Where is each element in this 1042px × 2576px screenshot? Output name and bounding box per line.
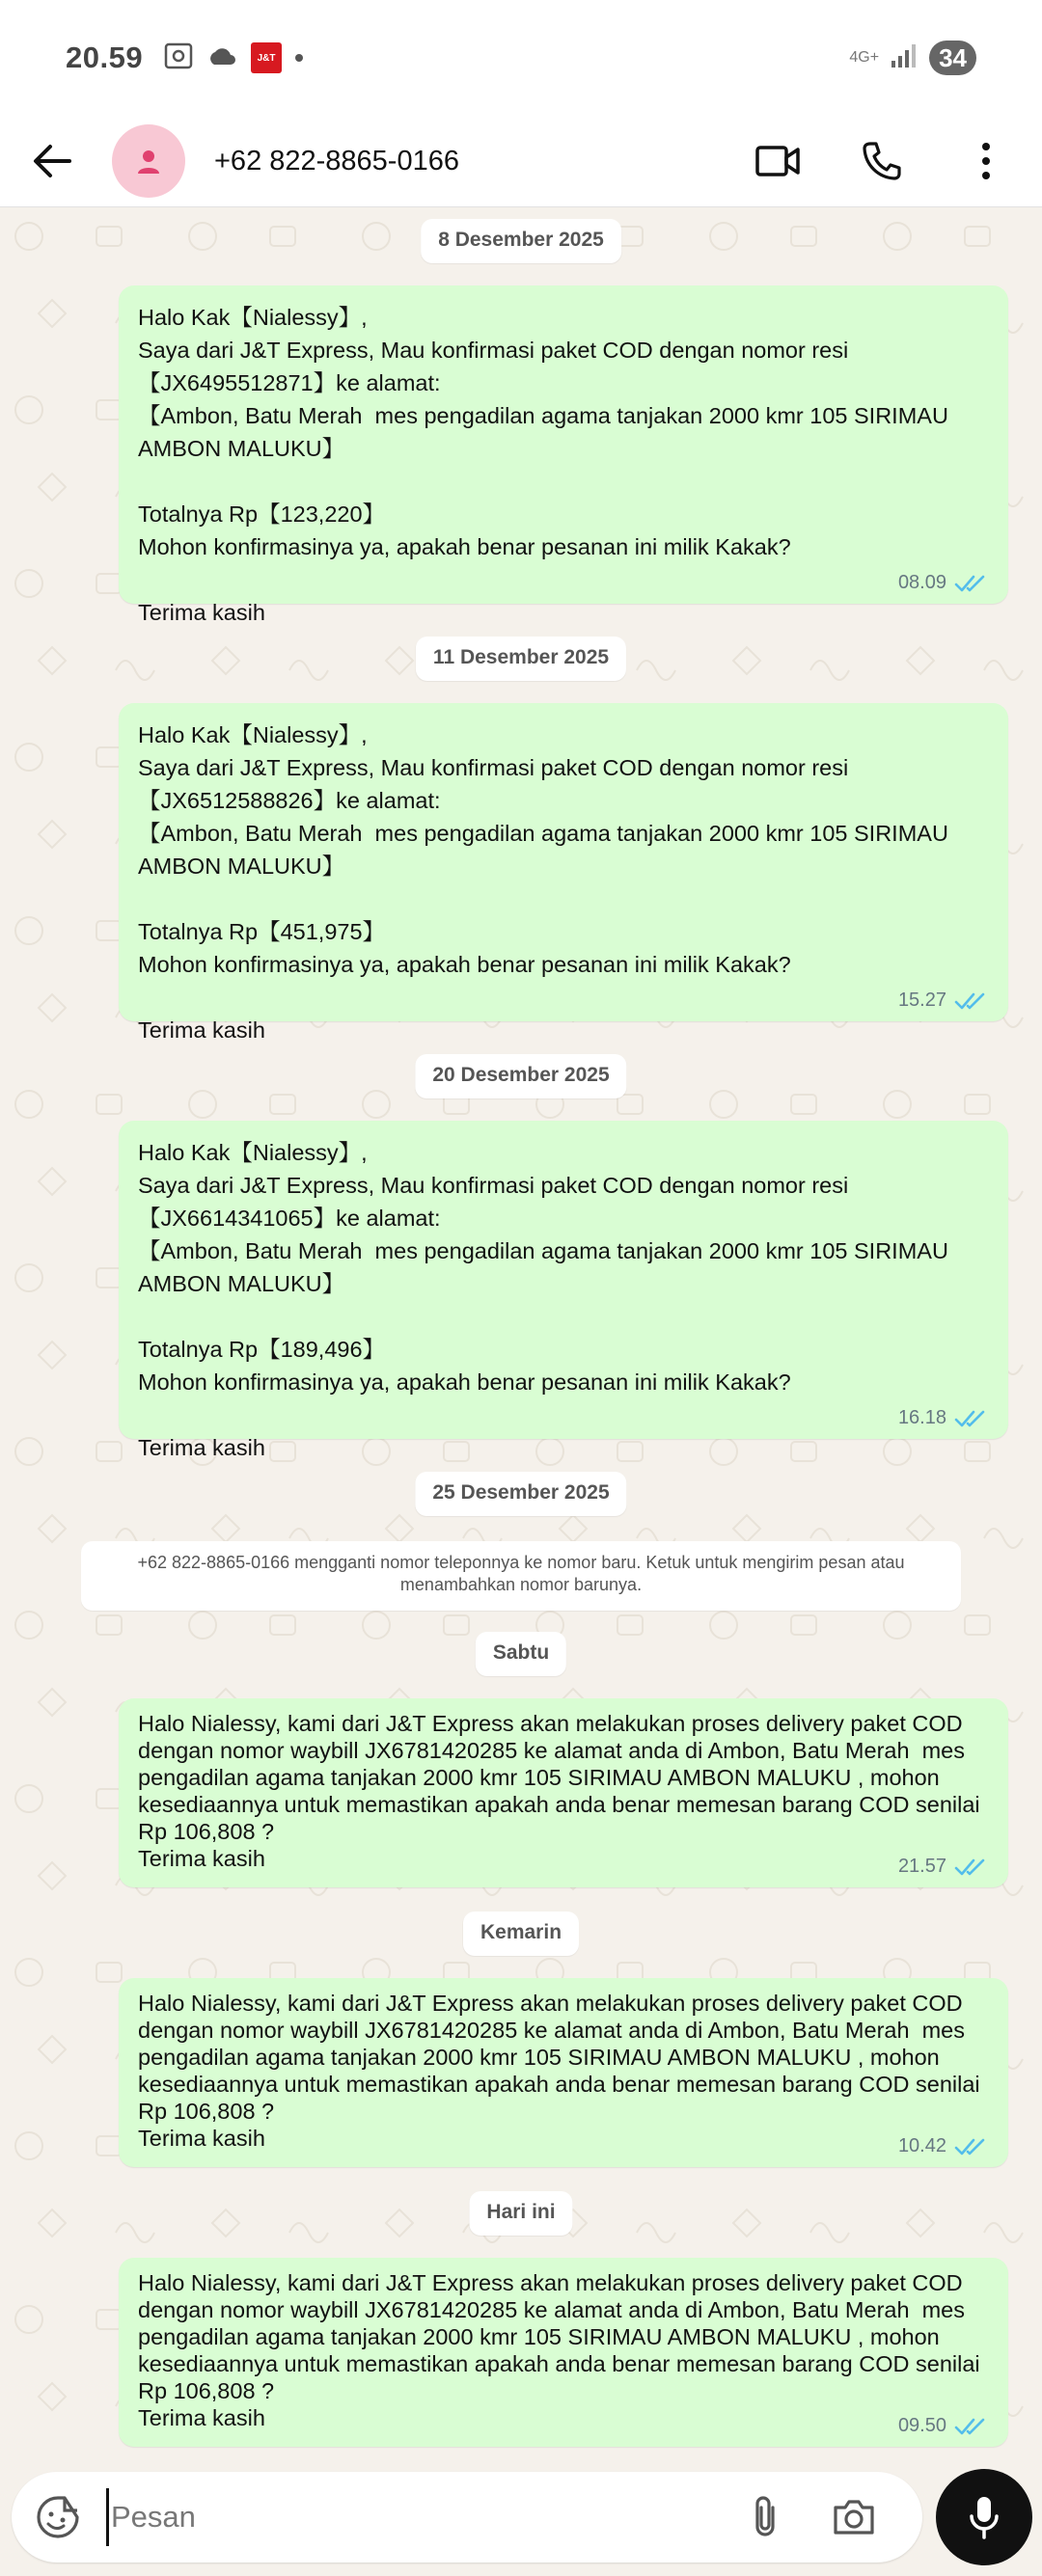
message-composer — [12, 2472, 922, 2562]
message-bubble[interactable] — [119, 703, 1008, 1043]
double-check-read-icon — [954, 1408, 989, 1429]
phone-icon — [862, 141, 902, 181]
double-check-read-icon — [954, 990, 989, 1012]
message-time: 16.18 — [897, 1407, 946, 1428]
message-meta — [898, 572, 989, 594]
message-text: Halo Nialessy, kami dari J&T Express akan melakukan proses delivery paket COD dengan nomor waybill JX6781420285 ke alamat anda di Ambon, Batu Merah mes pengadilan agama tanjakan 2000 kmr 105 SIRIMAU AMBON MALUKU , mohon kesediaannya untuk memastikan apakah anda benar memesan barang COD senilai Rp 106,808 ? Terima kasih — [138, 1991, 980, 2151]
message-meta — [898, 2415, 989, 2437]
video-camera-icon — [755, 145, 800, 177]
status-icons-right — [849, 41, 976, 75]
person-icon — [135, 148, 162, 175]
date-divider: Hari ini — [469, 2191, 572, 2236]
microphone-icon — [968, 2495, 1001, 2539]
status-time: 20.59 — [66, 41, 144, 74]
chat-header — [0, 116, 1042, 207]
voice-message-button[interactable] — [936, 2469, 1032, 2565]
message-text: Halo Kak【Nialessy】, Saya dari J&T Express, Mau konfirmasi paket COD dengan nomor resi【JX6495512871】ke alamat: 【Ambon, Batu Merah mes pengadilan agama tanjakan 2000 kmr 105 SIRIMAU AMBON MALUKU】 Totalnya Rp【123,220】 Mohon konfirmasinya ya, apakah benar pesanan ini milik Kakak? Terima kasih — [138, 305, 948, 625]
paperclip-icon — [752, 2494, 779, 2540]
message-input[interactable] — [106, 2488, 724, 2546]
camera-button[interactable] — [828, 2491, 880, 2543]
double-check-read-icon — [954, 573, 989, 594]
message-meta — [898, 990, 989, 1012]
message-time: 21.57 — [897, 1856, 946, 1877]
chat-messages[interactable] — [0, 207, 1042, 2464]
camera-icon — [832, 2498, 876, 2536]
network-type-label: 4G+ — [849, 49, 880, 66]
date-divider: Sabtu — [476, 1632, 566, 1676]
date-divider: 11 Desember 2025 — [416, 637, 626, 681]
voice-call-button[interactable] — [857, 136, 907, 186]
date-divider: 25 Desember 2025 — [415, 1472, 626, 1516]
message-text: Halo Kak【Nialessy】, Saya dari J&T Express, Mau konfirmasi paket COD dengan nomor resi【JX6512588826】ke alamat: 【Ambon, Batu Merah mes pengadilan agama tanjakan 2000 kmr 105 SIRIMAU AMBON MALUKU】 Totalnya Rp【451,975】 Mohon konfirmasinya ya, apakah benar pesanan ini milik Kakak? Terima kasih — [138, 722, 948, 1043]
jt-express-app-icon: J&T — [251, 42, 282, 73]
signal-icon — [891, 43, 918, 73]
message-bubble[interactable] — [119, 1978, 1008, 2167]
message-bubble[interactable] — [119, 1698, 1008, 1887]
message-time: 08.09 — [897, 572, 946, 593]
message-time: 09.50 — [897, 2415, 946, 2436]
screenshot-icon — [164, 42, 193, 74]
avatar[interactable] — [112, 124, 185, 198]
status-icons-left — [164, 42, 303, 74]
message-bubble[interactable] — [119, 1121, 1008, 1460]
message-text: Halo Nialessy, kami dari J&T Express akan melakukan proses delivery paket COD dengan nomor waybill JX6781420285 ke alamat anda di Ambon, Batu Merah mes pengadilan agama tanjakan 2000 kmr 105 SIRIMAU AMBON MALUKU , mohon kesediaannya untuk memastikan apakah anda benar memesan barang COD senilai Rp 106,808 ? Terima kasih — [138, 1711, 980, 1871]
sticker-button[interactable] — [33, 2492, 83, 2542]
attach-button[interactable] — [741, 2493, 789, 2541]
date-divider: 20 Desember 2025 — [415, 1054, 626, 1098]
double-check-read-icon — [954, 1857, 989, 1878]
message-text: Halo Kak【Nialessy】, Saya dari J&T Express, Mau konfirmasi paket COD dengan nomor resi【JX6614341065】ke alamat: 【Ambon, Batu Merah mes pengadilan agama tanjakan 2000 kmr 105 SIRIMAU AMBON MALUKU】 Totalnya Rp【189,496】 Mohon konfirmasinya ya, apakah benar pesanan ini milik Kakak? Terima kasih — [138, 1140, 948, 1460]
sticker-icon — [36, 2495, 80, 2539]
date-divider: Kemarin — [463, 1912, 579, 1956]
battery-level: 34 — [929, 41, 976, 75]
video-call-button[interactable] — [753, 136, 803, 186]
number-change-notice[interactable]: +62 822-8865-0166 mengganti nomor teleponnya ke nomor baru. Ketuk untuk mengirim pesan atau menambahkan nomor barunya. — [81, 1541, 961, 1611]
contact-name[interactable]: +62 822-8865-0166 — [214, 145, 459, 176]
status-bar — [0, 0, 1042, 116]
cloud-icon — [206, 45, 237, 71]
message-bubble[interactable] — [119, 285, 1008, 625]
message-text: Halo Nialessy, kami dari J&T Express akan melakukan proses delivery paket COD dengan nomor waybill JX6781420285 ke alamat anda di Ambon, Batu Merah mes pengadilan agama tanjakan 2000 kmr 105 SIRIMAU AMBON MALUKU , mohon kesediaannya untuk memastikan apakah anda benar memesan barang COD senilai Rp 106,808 ? Terima kasih — [138, 2270, 980, 2430]
back-button[interactable] — [27, 136, 77, 186]
header-actions — [753, 136, 1011, 186]
message-meta — [898, 1856, 989, 1878]
message-time: 10.42 — [897, 2135, 946, 2156]
notification-dot-icon — [295, 54, 303, 62]
double-check-read-icon — [954, 2136, 989, 2157]
date-divider: 8 Desember 2025 — [421, 219, 621, 263]
message-meta — [898, 2135, 989, 2157]
message-time: 15.27 — [897, 990, 946, 1011]
double-check-read-icon — [954, 2416, 989, 2437]
message-bubble[interactable] — [119, 2258, 1008, 2447]
kebab-menu-icon — [980, 142, 992, 180]
arrow-left-icon — [33, 144, 71, 178]
more-options-button[interactable] — [961, 136, 1011, 186]
message-meta — [898, 1407, 989, 1429]
